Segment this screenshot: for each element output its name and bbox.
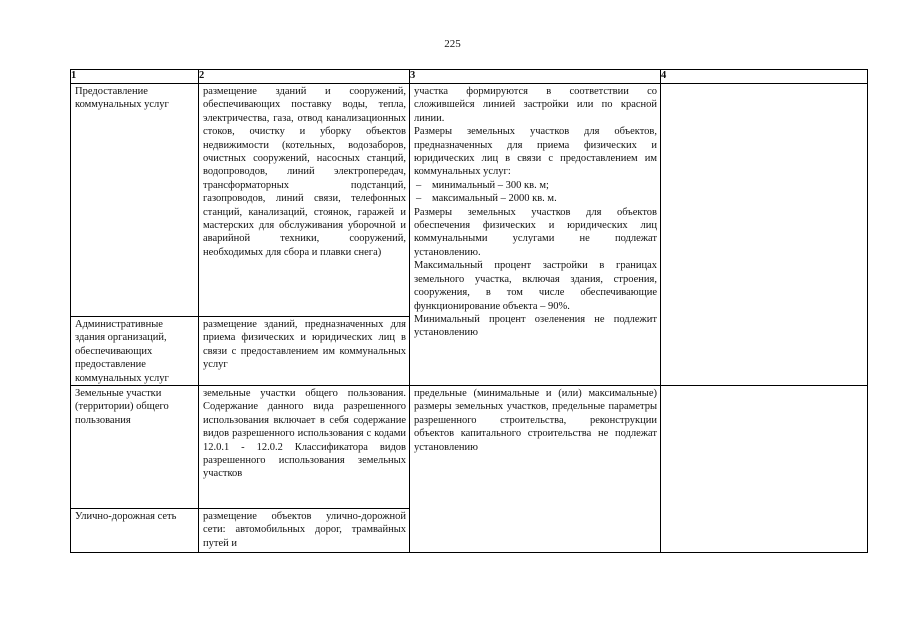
parameters-text: Максимальный процент застройки в границах земельного участка, включая здания, строения, сооружения, в том числе обеспечивающие функционирование объекта – 90%.	[414, 260, 657, 312]
use-name-cell: Административные здания организаций, обеспечивающих предоставление коммунальных услуг	[71, 317, 199, 386]
notes-cell	[661, 84, 868, 386]
parameters-text: Размеры земельных участков для объектов, предназначенных для приема физических и юридических лиц в связи с предоставлением им коммунальных услуг:	[414, 126, 657, 178]
use-description-cell: земельные участки общего пользования. Содержание данного вида разрешенного использования включает в себя содержание видов разрешенного использования с кодами 12.0.1 - 12.0.2 Классификатора видов разрешенного использования земельных участков	[199, 386, 410, 509]
size-list	[414, 179, 657, 206]
zoning-table	[70, 69, 868, 553]
table-header-row	[71, 70, 868, 84]
use-name-cell: Предоставление коммунальных услуг	[71, 84, 199, 317]
use-name-cell: Улично-дорожная сеть	[71, 509, 199, 553]
notes-cell	[661, 386, 868, 553]
parameters-text: Минимальный процент озеленения не подлежит установлению	[414, 313, 657, 339]
parameters-text: Размеры земельных участков для объектов обеспечения физических и юридических лиц коммунальными услугами не подлежат установлению.	[414, 206, 657, 258]
page-number: 225	[444, 38, 461, 50]
list-item: – максимальный – 2000 кв. м.	[414, 192, 657, 205]
column-header-3: 3	[410, 70, 661, 84]
use-description-cell: размещение зданий, предназначенных для приема физических и юридических лиц в связи с предоставлением им коммунальных услуг	[199, 317, 410, 386]
list-item: – минимальный – 300 кв. м;	[414, 179, 657, 192]
column-header-4: 4	[661, 70, 868, 84]
table-row	[71, 386, 868, 509]
parameters-cell	[410, 84, 661, 386]
column-header-2: 2	[199, 70, 410, 84]
column-header-1: 1	[71, 70, 199, 84]
table-row	[71, 84, 868, 317]
use-description-cell: размещение объектов улично-дорожной сети: автомобильных дорог, трамвайных путей и	[199, 509, 410, 553]
use-description-cell: размещение зданий и сооружений, обеспечивающих поставку воды, тепла, электричества, газа, отвод канализационных стоков, очистку и уборку объектов недвижимости (котельных, водозаборов, очистных сооружений, насосных станций, водопроводов, линий электропередач, трансформаторных подстанций, газопроводов, линий связи, телефонных станций, канализаций, стоянок, гаражей и мастерских для обслуживания уборочной и аварийной техники, сооружений, необходимых для сбора и плавки снега)	[199, 84, 410, 317]
parameters-text: участка формируются в соответствии со сложившейся линией застройки или по красной линии.	[414, 86, 657, 124]
use-name-cell: Земельные участки (территории) общего пользования	[71, 386, 199, 509]
parameters-cell: предельные (минимальные и (или) максимальные) размеры земельных участков, предельные параметры разрешенного строительства, реконструкции объектов капитального строительства не подлежат установлению	[410, 386, 661, 553]
